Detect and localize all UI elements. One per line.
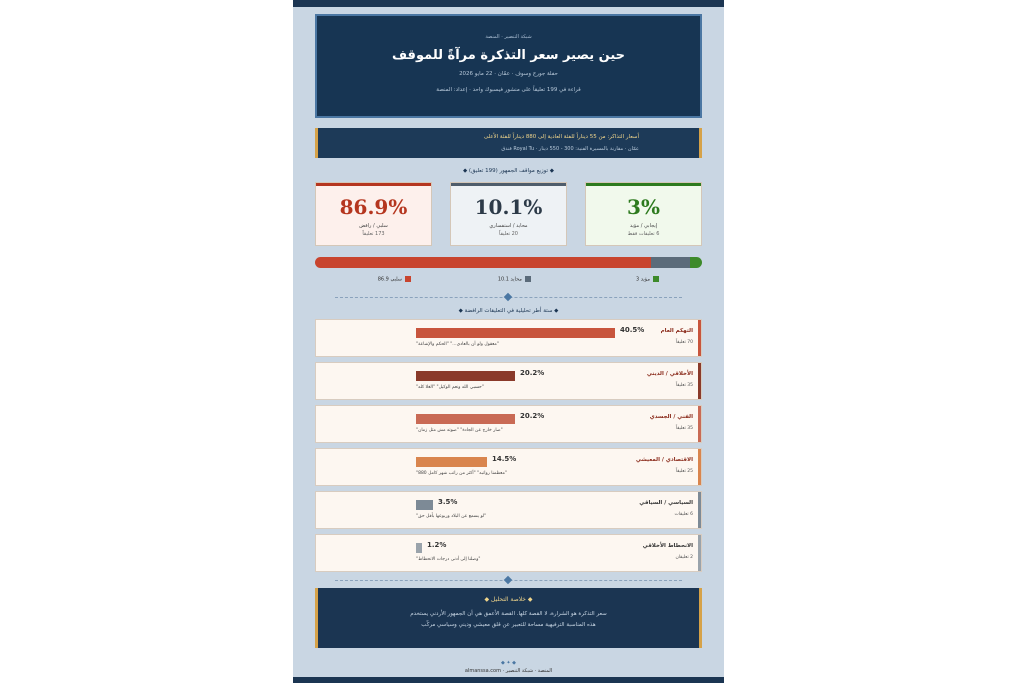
positive-label: إيجابي / مؤيد bbox=[629, 223, 658, 229]
reason-quote: "وصلنا إلى أدنى درجات الانحطاط" bbox=[416, 557, 481, 562]
negative-card bbox=[315, 182, 432, 246]
bottom-bar bbox=[293, 677, 724, 683]
reason-percent: 20.2% bbox=[520, 412, 545, 420]
positive-percent: 3% bbox=[627, 195, 660, 219]
neutral-percent: 10.1% bbox=[474, 195, 543, 219]
footer-ornament: ◆ ✦ ◆ bbox=[500, 660, 517, 666]
neutral-card bbox=[450, 182, 567, 246]
reasons-heading: ◆ ستة أطر تحليلية في التعليقات الرافضة ◆ bbox=[458, 308, 559, 314]
reason-row bbox=[315, 319, 702, 357]
positive-card-accent bbox=[586, 183, 701, 186]
positive-card bbox=[585, 182, 702, 246]
report-subtitle: قراءة في 199 تعليقاً على منشور فيسبوك واحد · إعداد: المنصة bbox=[436, 87, 581, 93]
legend-positive bbox=[636, 276, 659, 283]
page-title: حين يصير سعر التذكرة مرآةً للموقف bbox=[391, 48, 626, 63]
reason-percent: 40.5% bbox=[620, 326, 645, 334]
reason-row bbox=[315, 405, 702, 443]
reason-name: الانحطاط الأخلاقي bbox=[642, 543, 693, 549]
top-bar bbox=[293, 0, 724, 7]
reason-accent bbox=[698, 535, 701, 571]
reason-name: السياسي / السياقي bbox=[639, 500, 693, 506]
reason-count: 70 تعليقاً bbox=[675, 340, 693, 345]
negative-card-accent bbox=[316, 183, 431, 186]
reason-percent: 20.2% bbox=[520, 369, 545, 377]
footer-links[interactable]: المنصة · شبكة التنصير · almanssa.com bbox=[464, 668, 553, 674]
reason-row bbox=[315, 534, 702, 572]
reason-bar bbox=[416, 500, 433, 510]
reason-name: التهكم العام bbox=[660, 328, 693, 334]
legend-neutral-label: محايد 10.1 bbox=[497, 276, 522, 283]
reason-count: 35 تعليقاً bbox=[675, 383, 693, 388]
reason-percent: 1.2% bbox=[427, 541, 447, 549]
positive-count: 6 تعليقات فقط bbox=[627, 231, 660, 237]
reason-name: الاقتصادي / المعيشي bbox=[635, 457, 693, 463]
price-banner bbox=[315, 128, 702, 158]
reason-count: 35 تعليقاً bbox=[675, 426, 693, 431]
summary-line2: هذه المناسبة الترفيهية مساحة للتعبير عن قلق معيشي وديني وسياسي مركّب bbox=[421, 622, 596, 628]
footer bbox=[293, 660, 724, 674]
stack-neutral bbox=[651, 257, 690, 268]
reason-accent bbox=[698, 363, 701, 399]
legend-neutral bbox=[498, 276, 531, 283]
summary-line1: سعر التذكرة هو الشرارة، لا القصة كلها. القصة الأعمق هي أن الجمهور الأردني يستخدم bbox=[410, 611, 607, 617]
reason-quote: "معقول ولو أن بالعادي..." "الحكم والإشاعة" bbox=[416, 342, 499, 347]
legend-swatch-negative bbox=[405, 276, 411, 282]
price-banner-line2: عمّان · مقارنة بالمسيرة الفنية: 300 - 550 دينار · Royal Tu فندق bbox=[501, 146, 639, 152]
reason-percent: 3.5% bbox=[438, 498, 458, 506]
neutral-label: محايد / استفساري bbox=[489, 223, 528, 229]
report-page bbox=[293, 0, 724, 683]
legend-swatch-neutral bbox=[525, 276, 531, 282]
legend-positive-label: مؤيد 3 bbox=[635, 276, 650, 283]
hero-header bbox=[315, 14, 702, 118]
reason-percent: 14.5% bbox=[492, 455, 517, 463]
reason-count: 2 تعليقان bbox=[675, 555, 693, 560]
legend-swatch-positive bbox=[653, 276, 659, 282]
reason-bar bbox=[416, 371, 515, 381]
legend-negative-label: سلبي 86.9 bbox=[377, 276, 402, 283]
reason-quote: "حسبي الله ونعم الوكيل" "الغلا كله" bbox=[416, 385, 484, 390]
reason-row bbox=[315, 362, 702, 400]
event-meta: حفلة جورج وسوف · عمّان · 22 مايو 2026 bbox=[459, 71, 558, 77]
reason-row bbox=[315, 491, 702, 529]
reason-bar bbox=[416, 328, 615, 338]
divider-diamond-icon bbox=[504, 293, 512, 301]
legend-negative bbox=[378, 276, 411, 283]
reason-quote: "صار خارج عن الجادة" "صوته مش مثل زمان" bbox=[416, 428, 503, 433]
divider-diamond-icon bbox=[504, 576, 512, 584]
neutral-card-accent bbox=[451, 183, 566, 186]
distribution-stacked-bar bbox=[315, 257, 702, 268]
stack-negative bbox=[315, 257, 651, 268]
reason-bar bbox=[416, 414, 515, 424]
price-banner-line1: أسعار التذاكر: من 55 ديناراً للفئة العادية إلى 880 ديناراً للفئة الأعلى bbox=[483, 134, 639, 140]
reason-accent bbox=[698, 320, 701, 356]
reason-accent bbox=[698, 406, 701, 442]
reason-bar bbox=[416, 457, 487, 467]
reason-quote: "معظمنا رواتبه" "أكثر من راتب شهر كامل 880" bbox=[416, 471, 507, 476]
summary-heading: ◆ خلاصة التحليل ◆ bbox=[484, 596, 533, 603]
reason-quote: "لو يسمع عن البلاد وربوعها بأقل حق" bbox=[416, 514, 487, 519]
reason-accent bbox=[698, 449, 701, 485]
reason-name: الأخلاقي / الديني bbox=[646, 371, 693, 377]
negative-label: سلبي / رافض bbox=[359, 223, 388, 229]
reason-count: 25 تعليقاً bbox=[675, 469, 693, 474]
reason-bar bbox=[416, 543, 422, 553]
negative-count: 173 تعليقاً bbox=[362, 231, 385, 237]
neutral-count: 20 تعليقاً bbox=[499, 231, 518, 237]
distribution-heading: ◆ توزيع مواقف الجمهور (199 تعليق) ◆ bbox=[462, 168, 555, 174]
reason-accent bbox=[698, 492, 701, 528]
reason-count: 6 تعليقات bbox=[674, 512, 693, 517]
breadcrumb[interactable]: شبكة التنصير · المنصة bbox=[485, 34, 532, 40]
reason-row bbox=[315, 448, 702, 486]
reason-name: الفني / الجسدي bbox=[649, 414, 693, 420]
summary-box bbox=[315, 588, 702, 648]
negative-percent: 86.9% bbox=[339, 195, 408, 219]
stack-positive bbox=[690, 257, 702, 268]
